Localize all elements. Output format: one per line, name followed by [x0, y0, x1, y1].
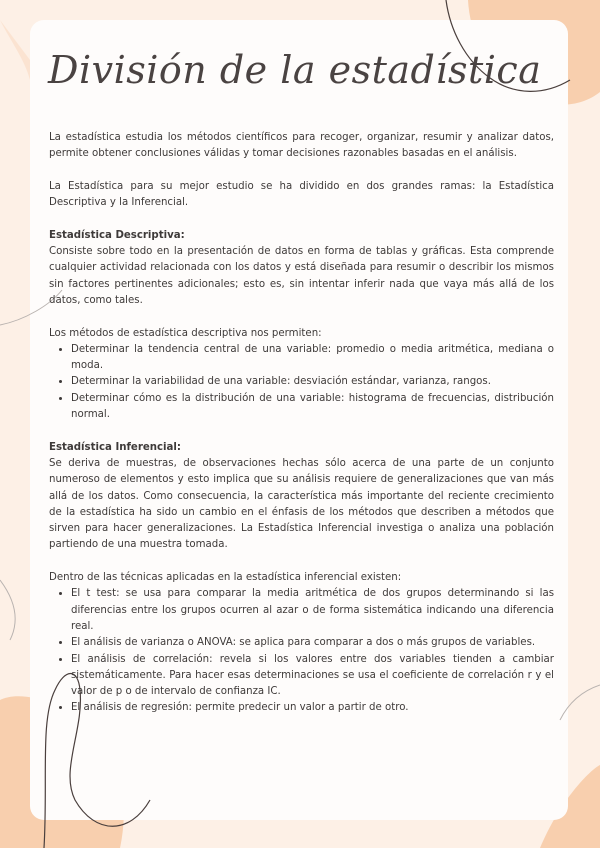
- descriptiva-heading: Estadística Descriptiva:: [49, 229, 185, 241]
- list-item: • El análisis de correlación: revela si los valores entre dos variables tienden a cambiar sistemáticamente. Para hacer esas determinaciones se usa el coeficiente de correlación r y el valor de p o de intervalo de confianza IC.: [71, 652, 554, 701]
- intro-paragraph-1: La estadística estudia los métodos científicos para recoger, organizar, resumir y analizar datos, permite obtener conclusiones válidas y tomar decisiones razonables basadas en el análisis.: [49, 132, 554, 160]
- page-title: División de la estadística: [48, 48, 542, 92]
- inferencial-heading: Estadística Inferencial:: [49, 441, 181, 453]
- list-item: • El análisis de regresión: permite predecir un valor a partir de otro.: [71, 700, 554, 716]
- document-body: [49, 130, 554, 717]
- list-item: • Determinar la variabilidad de una variable: desviación estándar, varianza, rangos.: [71, 374, 554, 390]
- inferencial-list: [49, 586, 554, 716]
- descriptiva-list: [49, 342, 554, 423]
- descriptiva-body: Consiste sobre todo en la presentación de datos en forma de tablas y gráficas. Esta comprende cualquier actividad relacionada con los datos y está diseñada para resumir o describir los mismos sin factores pertinentes adicionales; esto es, sin intentar inferir nada que vaya más allá de los datos, como tales.: [49, 246, 554, 306]
- descriptiva-list-intro: Los métodos de estadística descriptiva nos permiten:: [49, 327, 322, 339]
- intro-paragraph-2: La Estadística para su mejor estudio se ha dividido en dos grandes ramas: la Estadística Descriptiva y la Inferencial.: [49, 180, 554, 209]
- list-item: • El t test: se usa para comparar la media aritmética de dos grupos determinando si las diferencias entre los grupos ocurren al azar o de forma sistemática indicando una diferencia real.: [71, 586, 554, 635]
- inferencial-list-intro: Dentro de las técnicas aplicadas en la estadística inferencial existen:: [49, 572, 402, 584]
- list-item: • Determinar la tendencia central de una variable: promedio o media aritmética, mediana o moda.: [71, 342, 554, 375]
- list-item: • El análisis de varianza o ANOVA: se aplica para comparar a dos o más grupos de variables.: [71, 635, 554, 651]
- list-item: • Determinar cómo es la distribución de una variable: histograma de frecuencias, distribución normal.: [71, 391, 554, 424]
- inferencial-body: Se deriva de muestras, de observaciones hechas sólo acerca de una parte de un conjunto numeroso de elementos y esto implica que su análisis requiere de generalizaciones que van más allá de los datos. Como consecuencia, la característica más importante del reciente crecimiento de la estadística ha sido un cambio en el énfasis de los métodos que describen a métodos que sirven para hacer generalizaciones. La Estadística Inferencial investiga o analiza una población partiendo de una muestra tomada.: [49, 457, 554, 551]
